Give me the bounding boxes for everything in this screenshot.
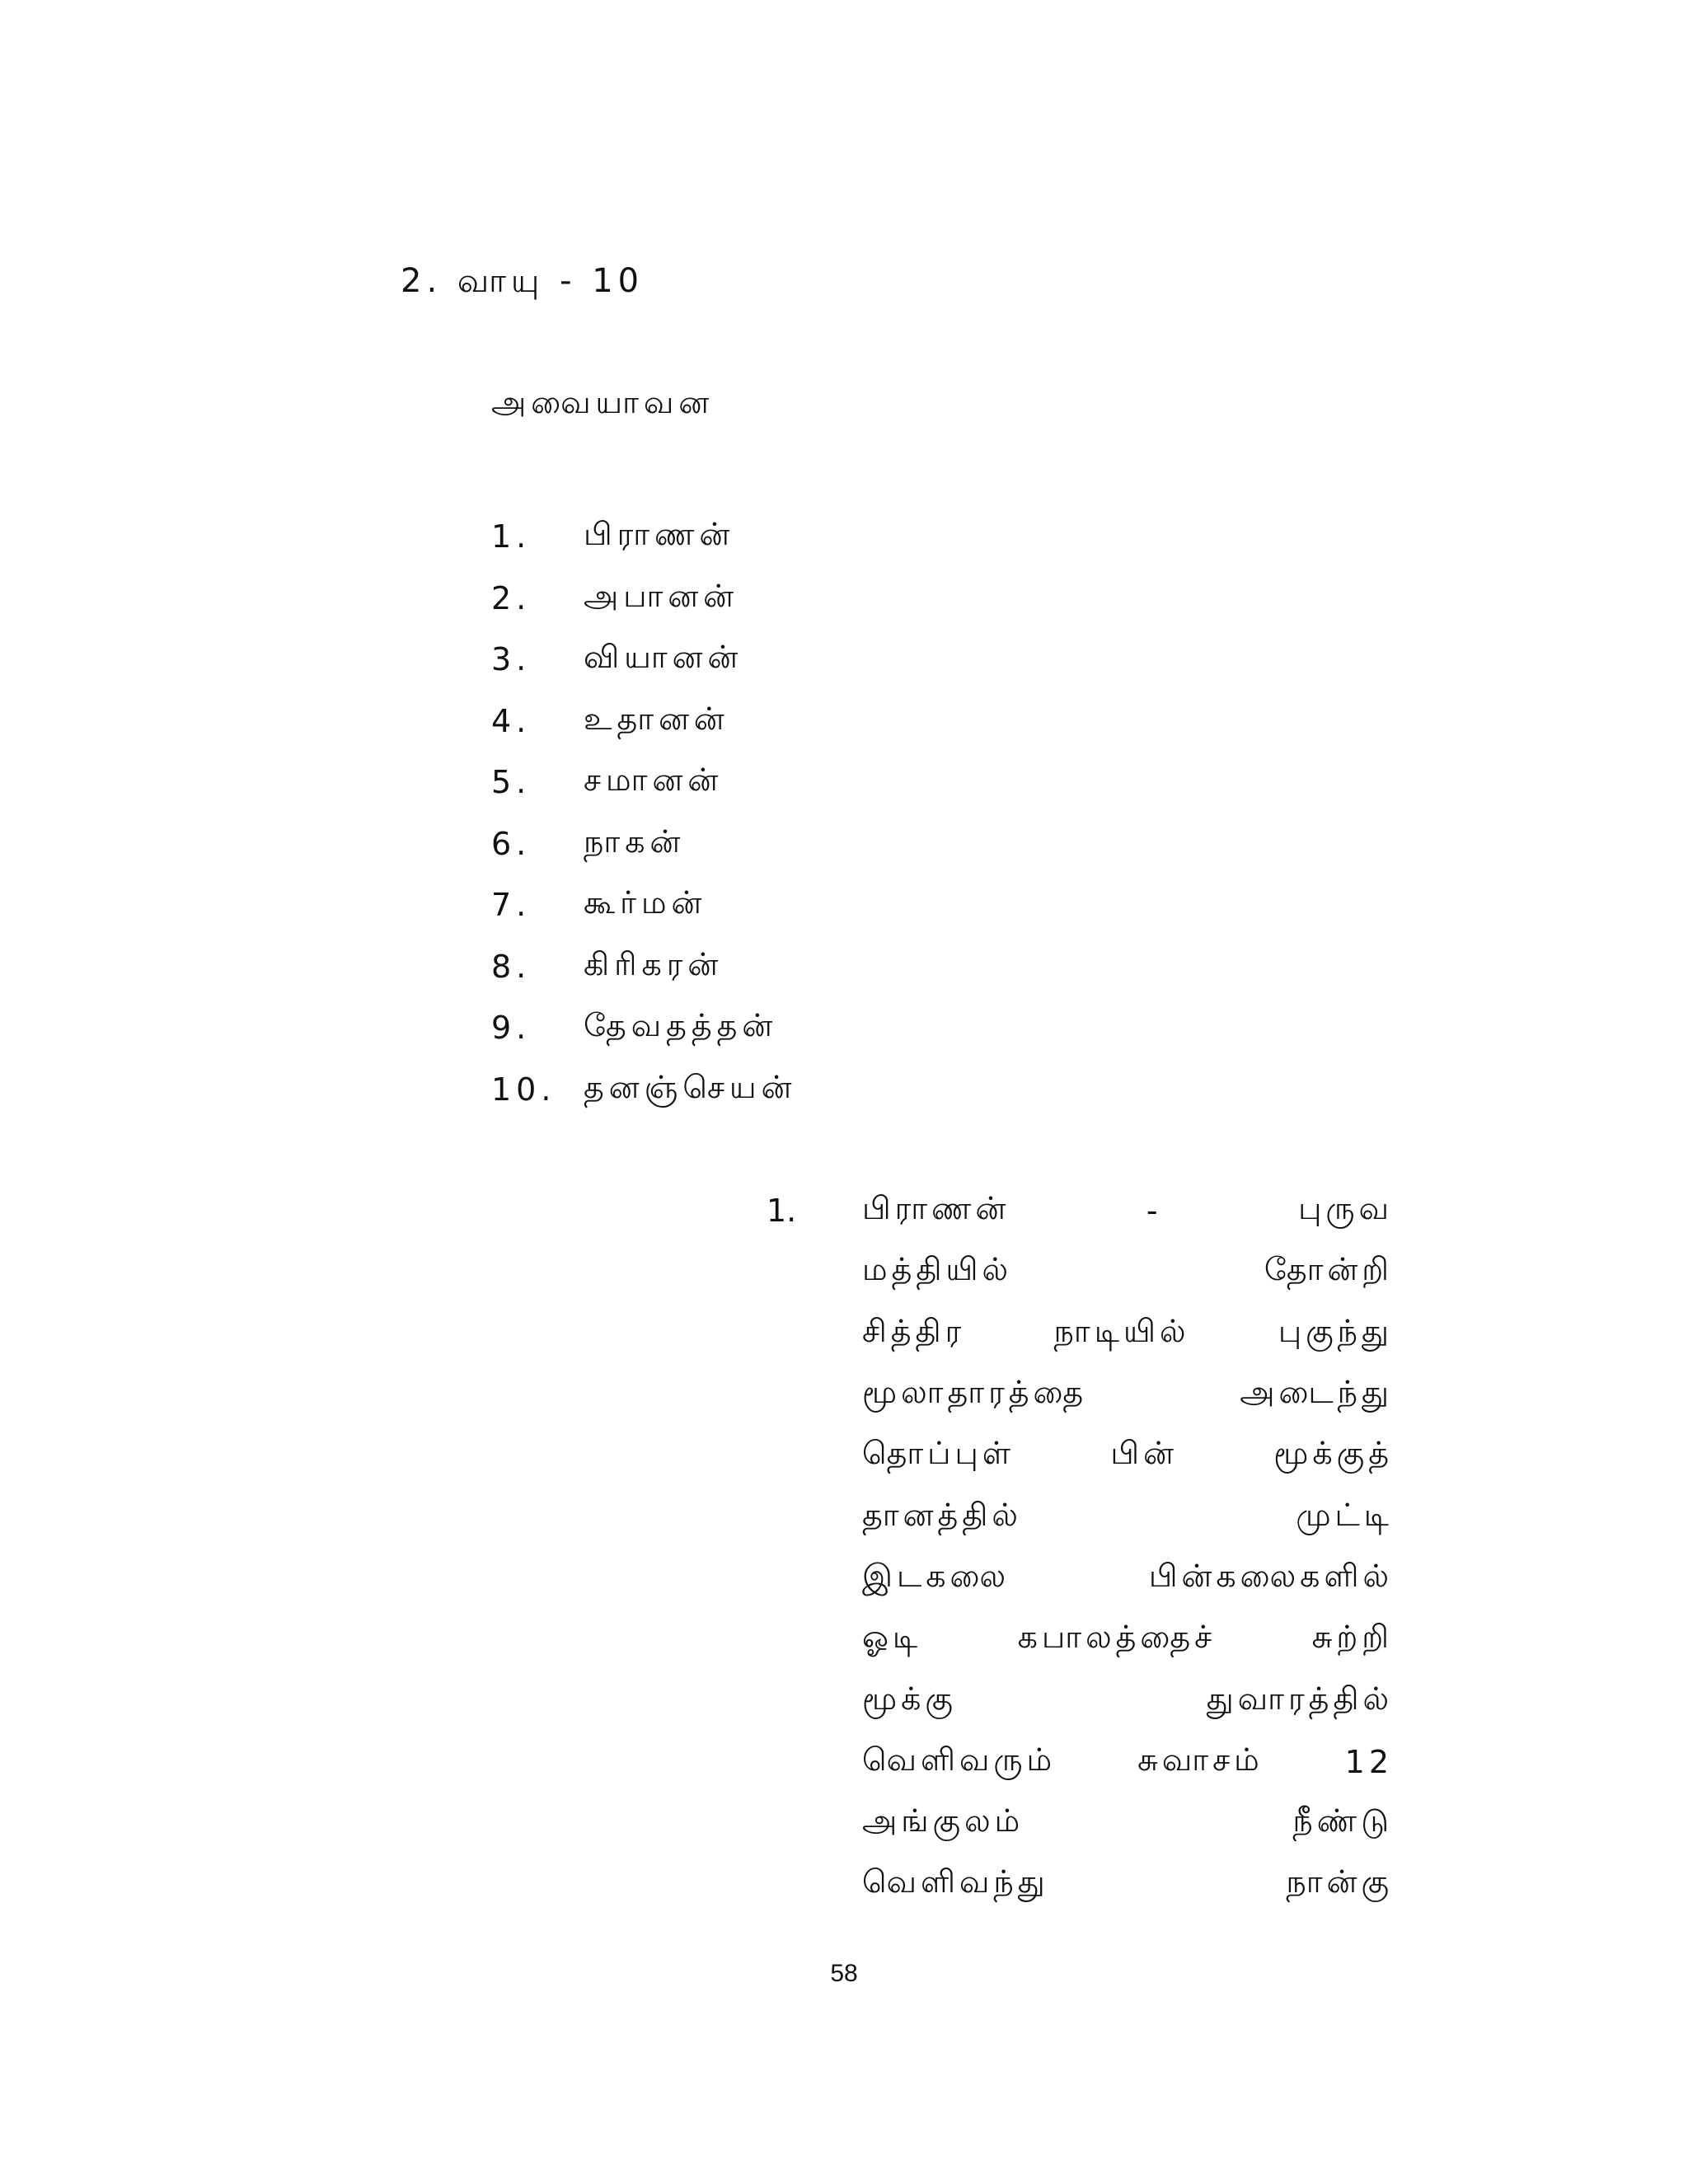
list-item-number: 10. (491, 1071, 556, 1108)
list-item (491, 813, 796, 875)
text-line (862, 1793, 1393, 1854)
text-line (862, 1854, 1393, 1915)
text-line (862, 1548, 1393, 1609)
list-item-name: வியானன் (584, 639, 743, 676)
list-item (491, 752, 796, 813)
word: மூக்குத் (1273, 1435, 1393, 1472)
word: புருவ (1298, 1190, 1393, 1227)
detail-number: 1. (767, 1193, 797, 1229)
word: அடைந்து (1240, 1374, 1393, 1411)
list-item-name: சமானன் (584, 762, 724, 799)
list-item-number: 2. (491, 579, 532, 616)
list-item-name: தனஞ்செயன் (584, 1068, 797, 1105)
page-number: 58 (830, 1960, 858, 1987)
word: முட்டி (1296, 1496, 1393, 1533)
word: 12 (1344, 1743, 1393, 1780)
text-line (862, 1609, 1393, 1670)
section-heading: 2. வாயு - 10 (401, 262, 645, 300)
word: பின் (1110, 1435, 1178, 1472)
word: ஓடி (862, 1619, 922, 1656)
list-item (491, 506, 796, 568)
list-item-number: 5. (491, 764, 532, 801)
list-item-number: 1. (491, 518, 532, 555)
word: இடகலை (862, 1557, 1010, 1594)
detail-lines (862, 1180, 1393, 1915)
list-item (491, 874, 796, 936)
word: சித்திர (862, 1312, 966, 1349)
word: தோன்றி (1264, 1251, 1393, 1288)
word: தொப்புள் (862, 1435, 1015, 1472)
list-item-name: பிராணன் (584, 516, 735, 553)
intro-text: அவையாவன (491, 384, 715, 420)
vayu-list (491, 506, 796, 1120)
list-item-name: நாகன் (584, 823, 686, 860)
word: நீண்டு (1292, 1802, 1393, 1840)
word: நான்கு (1286, 1863, 1393, 1900)
list-item (491, 568, 796, 630)
list-item (491, 1059, 796, 1121)
list-item-name: உதானன் (584, 700, 729, 737)
list-item (491, 997, 796, 1059)
list-item-number: 9. (491, 1010, 532, 1047)
word: தானத்தில் (862, 1496, 1022, 1533)
word: மூக்கு (862, 1680, 957, 1717)
list-item-number: 6. (491, 825, 532, 862)
word: மத்தியில் (862, 1251, 1013, 1288)
word: நாடியில் (1053, 1312, 1190, 1349)
list-item-number: 8. (491, 948, 532, 985)
word: அங்குலம் (862, 1802, 1025, 1840)
list-item-number: 7. (491, 887, 532, 924)
list-item (491, 691, 796, 752)
text-line (862, 1364, 1393, 1425)
word: - (1146, 1193, 1162, 1230)
word: பிராணன் (862, 1190, 1010, 1227)
word: பின்கலைகளில் (1148, 1557, 1393, 1594)
word: சுற்றி (1311, 1619, 1393, 1656)
word: புகுந்து (1278, 1312, 1393, 1349)
word: மூலாதாரத்தை (862, 1374, 1088, 1411)
list-item-number: 4. (491, 702, 532, 739)
list-item (491, 936, 796, 998)
text-line (862, 1180, 1393, 1241)
text-line (862, 1670, 1393, 1731)
list-item (491, 629, 796, 691)
word: கபாலத்தைச் (1017, 1619, 1217, 1656)
text-line (862, 1486, 1393, 1547)
text-line (862, 1425, 1393, 1486)
list-item-number: 3. (491, 641, 532, 678)
word: சுவாசம் (1137, 1741, 1264, 1778)
list-item-name: கூர்மன் (584, 884, 707, 921)
text-line (862, 1732, 1393, 1793)
word: வெளிவரும் (862, 1741, 1057, 1778)
list-item-name: அபானன் (584, 577, 739, 614)
list-item-name: கிரிகரன் (584, 945, 724, 982)
text-line (862, 1241, 1393, 1302)
word: துவாரத்தில் (1206, 1680, 1393, 1717)
text-line (862, 1303, 1393, 1364)
list-item-name: தேவதத்தன் (584, 1007, 778, 1044)
word: வெளிவந்து (862, 1863, 1049, 1900)
